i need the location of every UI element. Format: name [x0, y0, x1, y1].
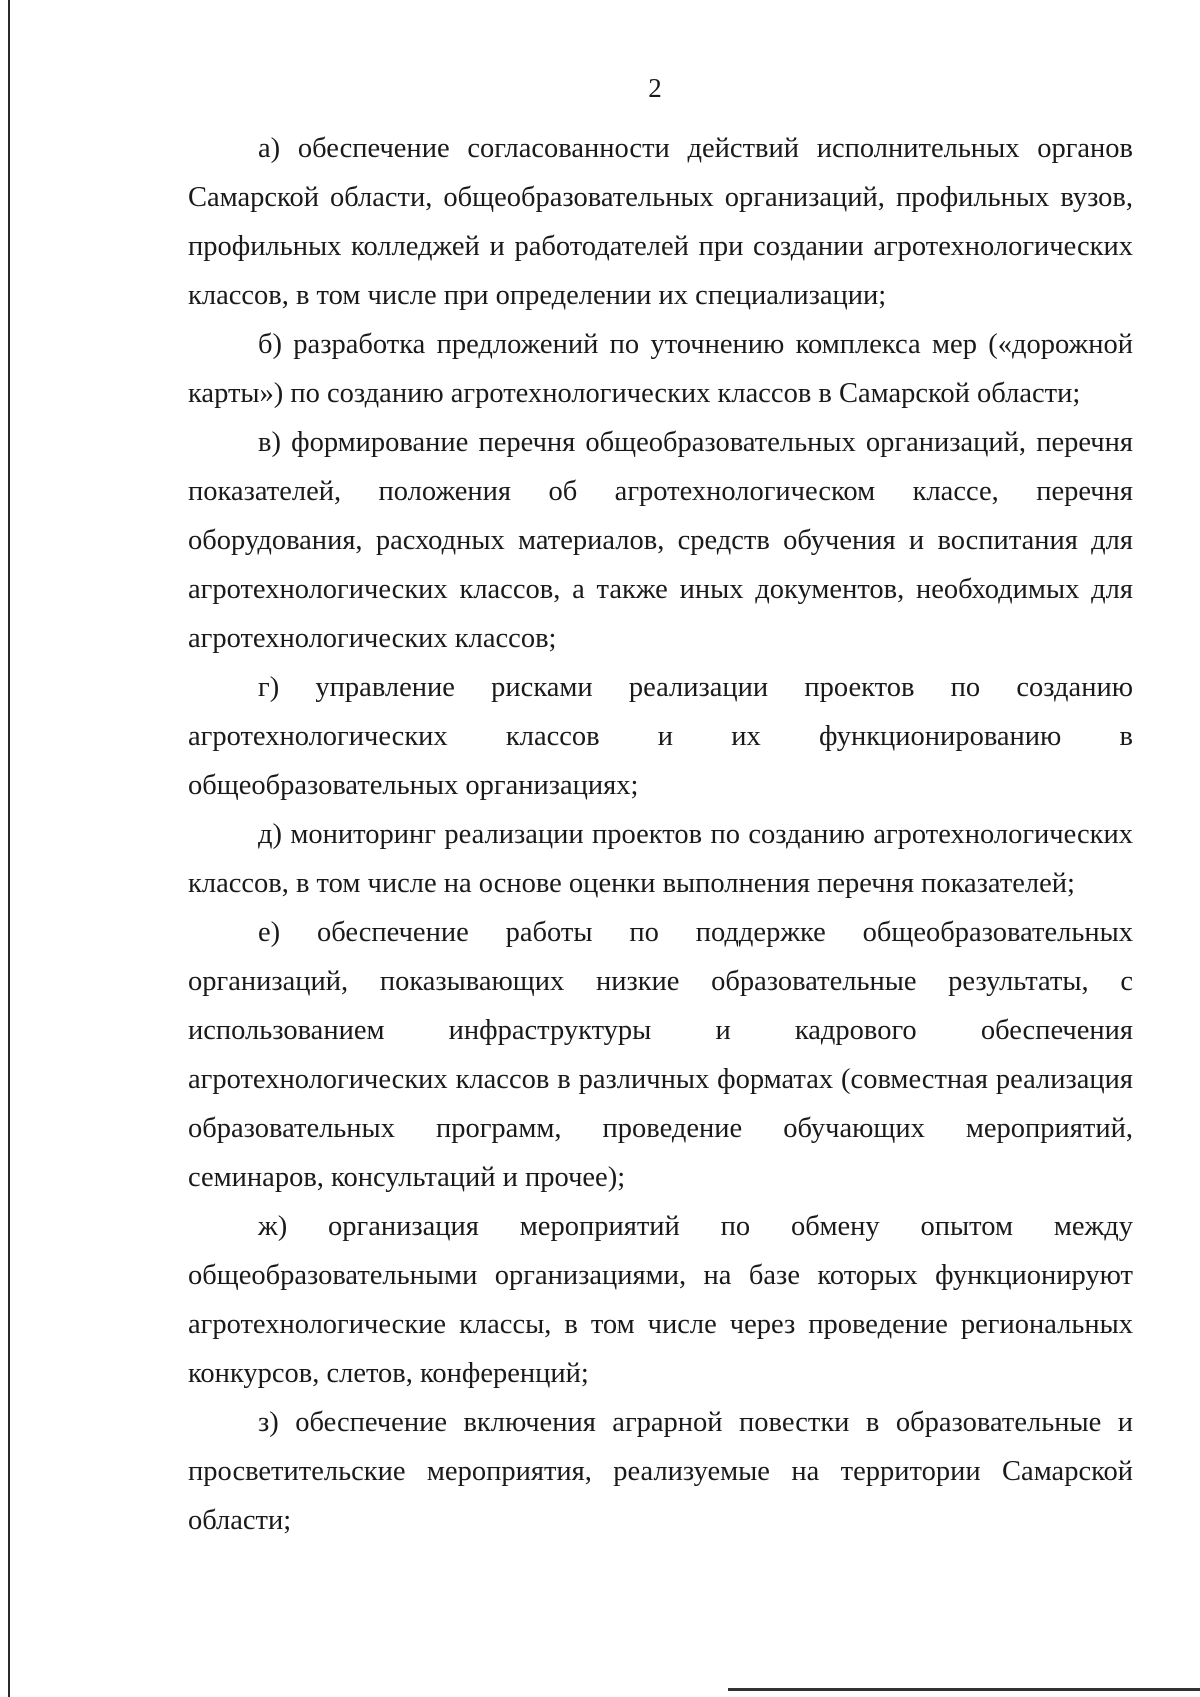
paragraph-d: д) мониторинг реализации проектов по созданию агротехнологических классов, в том числе на основе оценки выполнения перечня показателей;: [188, 819, 1133, 899]
page-number: 2: [648, 73, 662, 103]
paragraph-v: в) формирование перечня общеобразовательных организаций, перечня показателей, положения об агротехнологическом классе, перечня оборудования, расходных материалов, средств обучения и воспитания для агротехнологических классов, а также иных документов, необходимых для агротехнологических классов;: [188, 427, 1133, 654]
paragraph-e: е) обеспечение работы по поддержке общеобразовательных организаций, показывающих низкие образовательные результаты, с использованием инфраструктуры и кадрового обеспечения агротехнологических классов в различных форматах (совместная реализация образовательных программ, проведение обучающих мероприятий, семинаров, консультаций и прочее);: [188, 917, 1133, 1193]
paragraph-a: а) обеспечение согласованности действий исполнительных органов Самарской области, общеобразовательных организаций, профильных вузов, профильных колледжей и работодателей при создании агротехнологических классов, в том числе при определении их специализации;: [188, 133, 1133, 311]
document-body: [188, 124, 1133, 1545]
paragraph-zh: ж) организация мероприятий по обмену опытом между общеобразовательными организациями, на базе которых функционируют агротехнологические классы, в том числе через проведение региональных конкурсов, слетов, конференций;: [188, 1211, 1133, 1389]
paragraph-b: б) разработка предложений по уточнению комплекса мер («дорожной карты») по созданию агротехнологических классов в Самарской области;: [188, 329, 1133, 409]
paragraph-g: г) управление рисками реализации проектов по созданию агротехнологических классов и их функционированию в общеобразовательных организациях;: [188, 672, 1133, 801]
paragraph-z: з) обеспечение включения аграрной повестки в образовательные и просветительские мероприятия, реализуемые на территории Самарской области;: [188, 1407, 1133, 1536]
scan-edge-left: [8, 0, 10, 1697]
scan-edge-bottom: [728, 1688, 1200, 1691]
